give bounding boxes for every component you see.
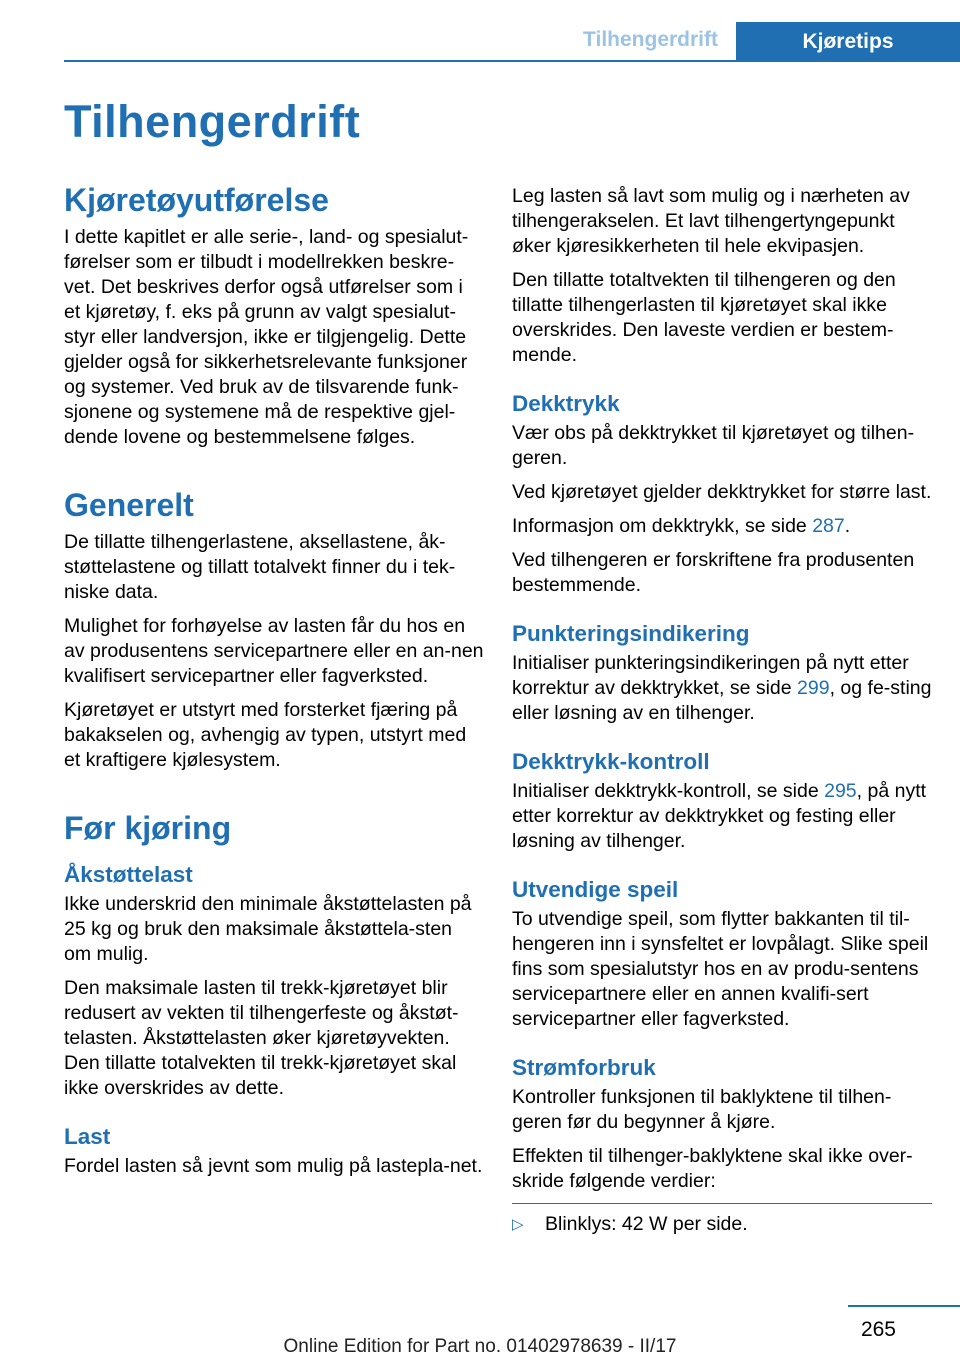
right-column xyxy=(512,184,932,1237)
paragraph: Mulighet for forhøyelse av lasten får du hos en av produsentens servicepartnere eller en an-nen kvalifisert servicepartner eller fagverksted. xyxy=(64,615,484,687)
paragraph: Ikke underskrid den minimale åkstøttelasten på 25 kg og bruk den maksimale åkstøttela-sten om mulig. xyxy=(64,893,472,965)
list-divider xyxy=(512,1203,932,1204)
paragraph: To utvendige speil, som flytter bakkanten til til-hengeren inn i synsfeltet er lovpålagt. Slike speil fins som spesialutstyr hos en av produ-sentens servicepartnere eller en annen kvalifi-sert servicepartner eller fagverksted. xyxy=(512,908,929,1030)
paragraph: Ved kjøretøyet gjelder dekktrykket for større last. xyxy=(512,481,932,503)
paragraph: Den tillatte totaltvekten til tilhengeren og den tillatte tilhengerlasten til kjøretøyet skal ikke overskrides. Den laveste verdien er bestem-mende. xyxy=(512,269,896,366)
text: Initialiser dekktrykk-kontroll, se side xyxy=(512,780,825,802)
footer-edition: Online Edition for Part no. 01402978639 - II/17 xyxy=(283,1336,677,1357)
page-link-299[interactable]: 299 xyxy=(797,677,830,699)
paragraph: Fordel lasten så jevnt som mulig på lastepla-net. xyxy=(64,1155,483,1177)
header-section-label: Tilhengerdrift xyxy=(583,28,718,51)
heading-utvendige-speil: Utvendige speil xyxy=(512,877,679,902)
paragraph xyxy=(512,651,932,726)
paragraph xyxy=(512,514,932,539)
heading-stromforbruk: Strømforbruk xyxy=(512,1055,656,1080)
list-item-text: Blinklys: 42 W per side. xyxy=(545,1213,748,1235)
paragraph: Kjøretøyet er utstyrt med forsterket fjæring på bakakselen og, avhengig av typen, utstyrt med et kraftigere kjølesystem. xyxy=(64,699,467,771)
paragraph: Vær obs på dekktrykket til kjøretøyet og tilhen-geren. xyxy=(512,422,915,469)
paragraph: De tillatte tilhengerlastene, aksellastene, åk-støttelastene og tillatt totalvekt finner du i tek-niske data. xyxy=(64,531,456,603)
heading-akstottelast: Åkstøttelast xyxy=(64,862,193,887)
heading-dekktrykk-kontroll: Dekktrykk-kontroll xyxy=(512,749,710,774)
page-link-287[interactable]: 287 xyxy=(812,515,845,537)
text: . xyxy=(844,515,851,537)
paragraph: Den maksimale lasten til trekk-kjøretøyet blir redusert av vekten til tilhengerfeste og åkstøt-telasten. Åkstøttelasten øker kjøretøyvekten. Den tillatte totalvekten til trekk-kjøretøyet skal ikke overskrides av dette. xyxy=(64,977,459,1099)
paragraph: I dette kapitlet er alle serie-, land- og spesialut-førelser som er tilbudt i modellrekken beskre-vet. Det beskrives derfor også utførelser som i et kjøretøy, f. eks på grunn av valgt spesialut-styr eller landversjon, ikke er tilgjengelig. Dette gjelder også for sikkerhetsrelevante funksjoner og systemer. Ved bruk av de tilsvarende funk-sjonene og systemene må de respektive gjel-dende lovene og bestemmelsene følges. xyxy=(64,226,469,448)
triangle-bullet-icon: ▷ xyxy=(512,1216,524,1233)
paragraph: Kontroller funksjonen til baklyktene til tilhen-geren før du begynner å kjøre. xyxy=(512,1086,892,1133)
page-number: 265 xyxy=(860,1318,896,1341)
text: Initialiser punkteringsindikeringen på nytt etter korrektur av dekktrykket, se side xyxy=(512,652,909,699)
page-title: Tilhengerdrift xyxy=(64,96,361,147)
left-column xyxy=(64,181,484,1188)
list-item xyxy=(512,1212,932,1237)
footer-rule xyxy=(848,1305,960,1307)
heading-kjoretoyutforelse: Kjøretøyutførelse xyxy=(64,182,329,218)
text: Informasjon om dekktrykk, se side xyxy=(512,515,813,537)
heading-for-kjoring: Før kjøring xyxy=(64,810,232,846)
heading-punkteringsindikering: Punkteringsindikering xyxy=(512,621,750,646)
text: , på nytt etter korrektur av dekktrykket og festing eller løsning av tilhenger. xyxy=(512,780,927,852)
text: , og fe-sting eller løsning av en tilhenger. xyxy=(512,677,932,724)
paragraph: Ved tilhengeren er forskriftene fra produsenten bestemmende. xyxy=(512,549,915,596)
heading-dekktrykk: Dekktrykk xyxy=(512,391,620,416)
header-rule xyxy=(64,60,960,62)
page-link-295[interactable]: 295 xyxy=(824,780,857,802)
heading-generelt: Generelt xyxy=(64,487,194,523)
heading-last: Last xyxy=(64,1124,111,1149)
paragraph: Effekten til tilhenger-baklyktene skal ikke over-skride følgende verdier: xyxy=(512,1145,913,1192)
paragraph xyxy=(512,779,932,854)
header-chapter-tab[interactable]: Kjøretips xyxy=(736,22,960,62)
paragraph: Leg lasten så lavt som mulig og i nærheten av tilhengerakselen. Et lavt tilhengertyngepunkt øker kjøresikkerheten til hele ekvipasjen. xyxy=(512,185,910,257)
